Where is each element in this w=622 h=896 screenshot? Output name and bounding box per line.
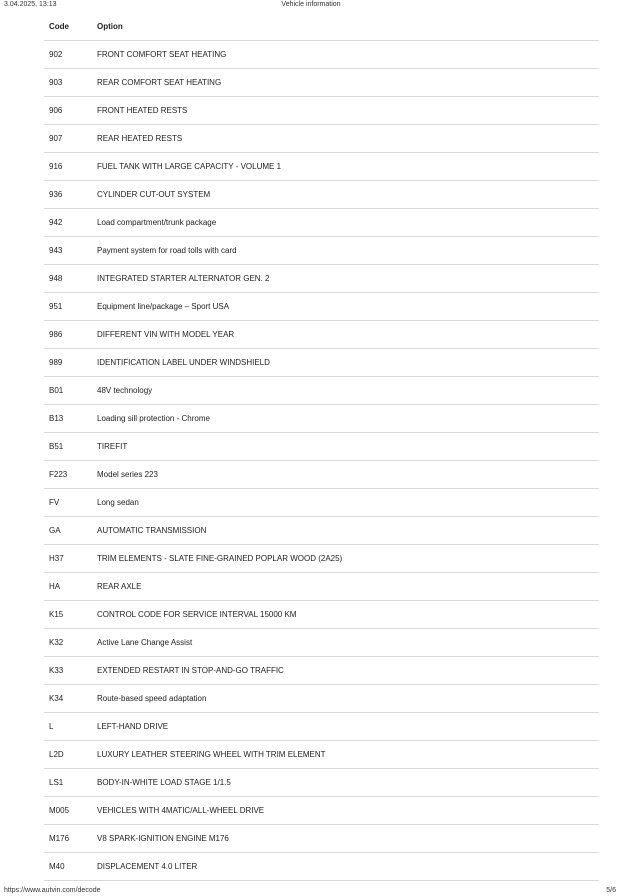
table-row xyxy=(44,349,599,377)
option-description: V8 SPARK-IGNITION ENGINE M176 xyxy=(97,834,229,843)
table-row xyxy=(44,265,599,293)
option-description: CYLINDER CUT-OUT SYSTEM xyxy=(97,190,211,199)
option-description: Load compartment/trunk package xyxy=(97,218,217,227)
column-header-option: Option xyxy=(97,22,123,31)
table-row xyxy=(44,825,599,853)
option-code: B01 xyxy=(49,386,64,395)
option-description: REAR HEATED RESTS xyxy=(97,134,183,143)
option-code: HA xyxy=(49,582,61,591)
table-row xyxy=(44,153,599,181)
table-row xyxy=(44,769,599,797)
option-code: L2D xyxy=(49,750,64,759)
source-url[interactable]: https://www.autvin.com/decode xyxy=(4,887,101,894)
options-table xyxy=(44,13,599,881)
option-code: K34 xyxy=(49,694,64,703)
table-row xyxy=(44,601,599,629)
option-code: B13 xyxy=(49,414,64,423)
option-code: 916 xyxy=(49,162,63,171)
table-row xyxy=(44,41,599,69)
table-row xyxy=(44,489,599,517)
table-row xyxy=(44,97,599,125)
table-body xyxy=(44,41,599,881)
page-title: Vehicle information xyxy=(281,1,341,8)
option-description: TRIM ELEMENTS - SLATE FINE-GRAINED POPLAR WOOD (2A25) xyxy=(97,554,343,563)
option-code: GA xyxy=(49,526,61,535)
option-description: FRONT HEATED RESTS xyxy=(97,106,188,115)
option-code: 948 xyxy=(49,274,63,283)
option-code: 942 xyxy=(49,218,63,227)
table-row xyxy=(44,741,599,769)
table-row xyxy=(44,853,599,881)
option-description: Payment system for road tolls with card xyxy=(97,246,237,255)
table-row xyxy=(44,405,599,433)
option-code: FV xyxy=(49,498,60,507)
option-code: M40 xyxy=(49,862,65,871)
option-description: REAR COMFORT SEAT HEATING xyxy=(97,78,222,87)
option-description: Active Lane Change Assist xyxy=(97,638,193,647)
table-row xyxy=(44,237,599,265)
table-row xyxy=(44,433,599,461)
option-description: INTEGRATED STARTER ALTERNATOR GEN. 2 xyxy=(97,274,270,283)
option-code: 943 xyxy=(49,246,63,255)
option-description: EXTENDED RESTART IN STOP-AND-GO TRAFFIC xyxy=(97,666,284,675)
table-row xyxy=(44,461,599,489)
option-code: 907 xyxy=(49,134,63,143)
option-code: M176 xyxy=(49,834,70,843)
table-row xyxy=(44,629,599,657)
option-description: VEHICLES WITH 4MATIC/ALL-WHEEL DRIVE xyxy=(97,806,265,815)
option-code: 989 xyxy=(49,358,63,367)
print-datetime: 3.04.2025, 13:13 xyxy=(4,1,57,8)
option-description: LUXURY LEATHER STEERING WHEEL WITH TRIM ELEMENT xyxy=(97,750,326,759)
table-header-row xyxy=(44,13,599,41)
option-code: K15 xyxy=(49,610,64,619)
table-row xyxy=(44,377,599,405)
table-row xyxy=(44,125,599,153)
option-description: BODY-IN-WHITE LOAD STAGE 1/1.5 xyxy=(97,778,231,787)
option-code: 903 xyxy=(49,78,63,87)
option-code: 906 xyxy=(49,106,63,115)
table-row xyxy=(44,797,599,825)
option-description: IDENTIFICATION LABEL UNDER WINDSHIELD xyxy=(97,358,270,367)
option-code: B51 xyxy=(49,442,64,451)
option-description: REAR AXLE xyxy=(97,582,142,591)
option-code: K33 xyxy=(49,666,64,675)
table-row xyxy=(44,573,599,601)
option-code: K32 xyxy=(49,638,64,647)
table-row xyxy=(44,69,599,97)
option-description: Equipment line/package – Sport USA xyxy=(97,302,230,311)
option-code: M005 xyxy=(49,806,70,815)
option-description: Long sedan xyxy=(97,498,139,507)
option-description: AUTOMATIC TRANSMISSION xyxy=(97,526,207,535)
table-row xyxy=(44,657,599,685)
table-row xyxy=(44,517,599,545)
table-row xyxy=(44,293,599,321)
option-code: F223 xyxy=(49,470,68,479)
option-code: 951 xyxy=(49,302,63,311)
table-row xyxy=(44,685,599,713)
option-code: L xyxy=(49,722,54,731)
table-row xyxy=(44,545,599,573)
option-description: DISPLACEMENT 4.0 LITER xyxy=(97,862,198,871)
option-code: 986 xyxy=(49,330,63,339)
option-description: Model series 223 xyxy=(97,470,158,479)
column-header-code: Code xyxy=(49,22,69,31)
option-code: LS1 xyxy=(49,778,64,787)
option-description: FUEL TANK WITH LARGE CAPACITY - VOLUME 1 xyxy=(97,162,282,171)
option-description: Route-based speed adaptation xyxy=(97,694,207,703)
option-code: 936 xyxy=(49,190,63,199)
table-row xyxy=(44,181,599,209)
page-number: 5/6 xyxy=(606,887,616,894)
table-row xyxy=(44,209,599,237)
option-description: Loading sill protection - Chrome xyxy=(97,414,210,423)
option-code: 902 xyxy=(49,50,63,59)
table-row xyxy=(44,713,599,741)
option-description: FRONT COMFORT SEAT HEATING xyxy=(97,50,227,59)
option-description: CONTROL CODE FOR SERVICE INTERVAL 15000 KM xyxy=(97,610,297,619)
option-description: 48V technology xyxy=(97,386,153,395)
option-code: H37 xyxy=(49,554,64,563)
option-description: LEFT-HAND DRIVE xyxy=(97,722,169,731)
table-row xyxy=(44,321,599,349)
option-description: TIREFIT xyxy=(97,442,128,451)
option-description: DIFFERENT VIN WITH MODEL YEAR xyxy=(97,330,235,339)
